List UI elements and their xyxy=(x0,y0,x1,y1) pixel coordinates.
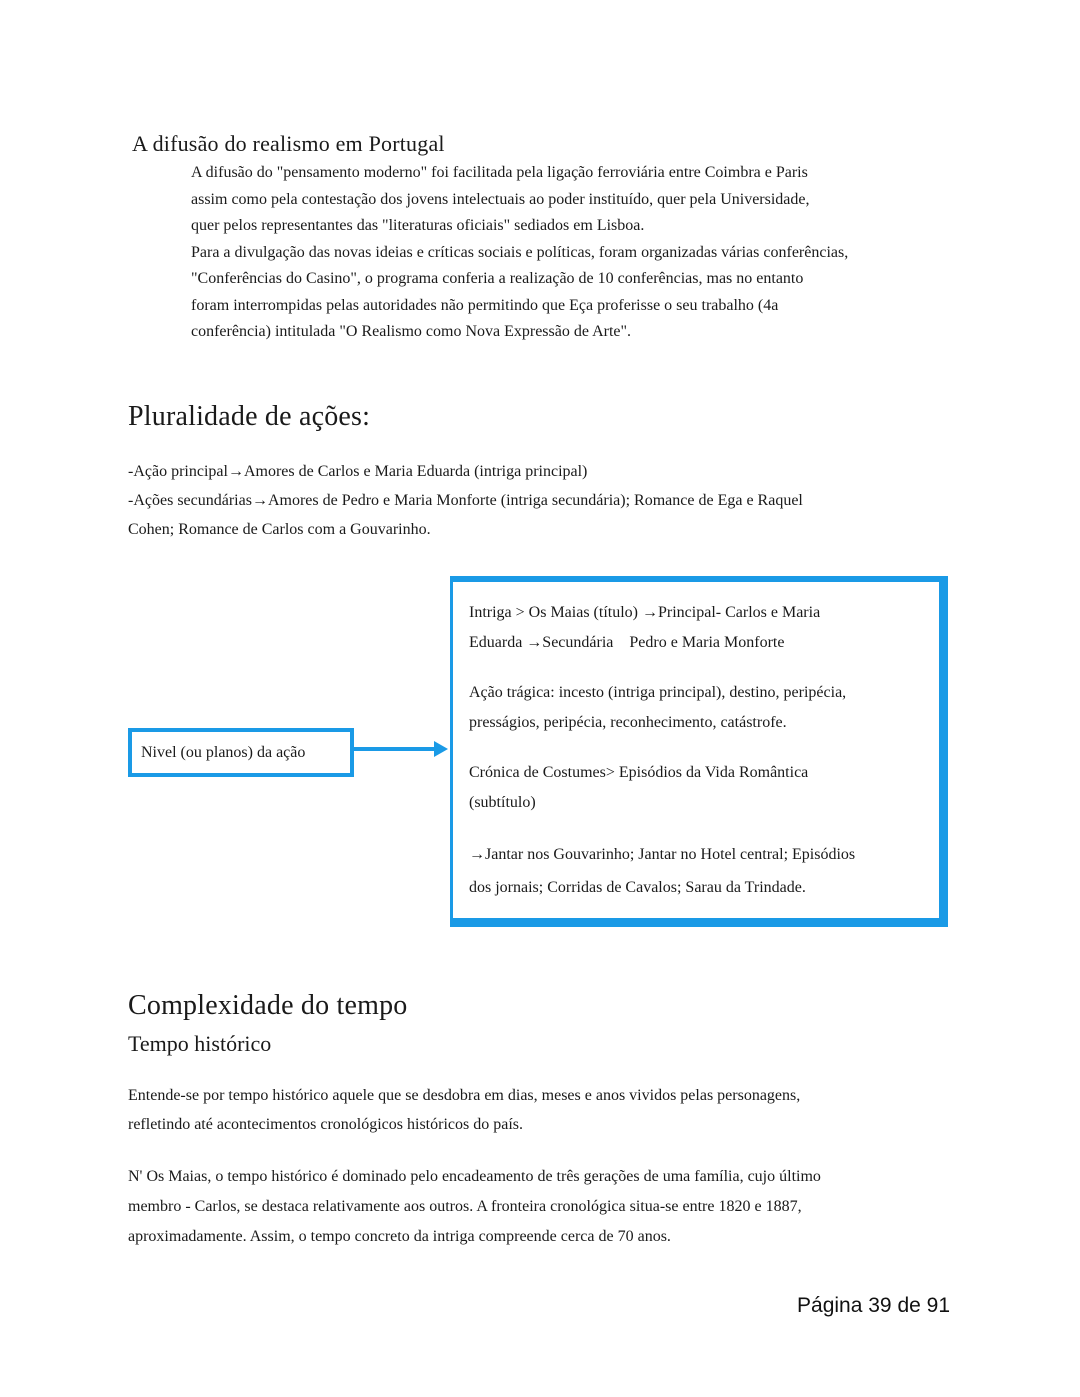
text-line: Crónica de Costumes> Episódios da Vida Romântica xyxy=(469,764,809,781)
acao-principal-line: -Ação principal→Amores de Carlos e Maria Eduarda (intriga principal) xyxy=(128,463,588,480)
acoes-list xyxy=(128,457,928,544)
text-line: →Jantar nos Gouvarinho; Jantar no Hotel central; Episódios xyxy=(469,846,856,863)
text-line: Eduarda →Secundária Pedro e Maria Monforte xyxy=(469,634,785,651)
text-line: Entende-se por tempo histórico aquele que se desdobra em dias, meses e anos vividos pelas personagens, xyxy=(128,1087,801,1104)
acoes-secundarias-continuation: Cohen; Romance de Carlos com a Gouvarinho. xyxy=(128,521,431,538)
text-line: aproximadamente. Assim, o tempo concreto da intriga compreende cerca de 70 anos. xyxy=(128,1228,671,1245)
section-heading-tempo: Complexidade do tempo xyxy=(128,990,408,1021)
section-heading-difusao: A difusão do realismo em Portugal xyxy=(132,131,445,156)
text-line: A difusão do "pensamento moderno" foi facilitada pela ligação ferroviária entre Coimbra e Paris xyxy=(191,164,808,181)
section-heading-pluralidade: Pluralidade de ações: xyxy=(128,401,371,432)
text-line: N' Os Maias, o tempo histórico é dominado pelo encadeamento de três gerações de uma família, cujo último xyxy=(128,1168,821,1185)
diagram-source-box xyxy=(128,728,354,777)
text-line: assim como pela contestação dos jovens intelectuais ao poder instituído, quer pela Universidade, xyxy=(191,190,810,208)
text-line: Intriga > Os Maias (título) →Principal- Carlos e Maria xyxy=(469,604,821,621)
text-line: Ação trágica: incesto (intriga principal), destino, peripécia, xyxy=(469,684,847,701)
text-line: foram interrompidas pelas autoridades não permitindo que Eça proferisse o seu trabalho (4a xyxy=(191,296,779,314)
text-line: quer pelos representantes das "literaturas oficiais" sediados em Lisboa. xyxy=(191,217,645,234)
diagram-detail-box xyxy=(450,576,948,927)
subheading-tempo-historico: Tempo histórico xyxy=(128,1031,272,1056)
text-line: presságios, peripécia, reconhecimento, catástrofe. xyxy=(469,714,787,731)
text-line: "Conferências do Casino", o programa conferia a realização de 10 conferências, mas no entanto xyxy=(191,270,804,287)
intriga-paragraph xyxy=(469,598,929,658)
arrow-connector-line xyxy=(350,747,436,751)
diagram-detail-content xyxy=(469,598,929,904)
tempo-paragraph-1 xyxy=(128,1081,948,1139)
text-line: (subtítulo) xyxy=(469,794,536,811)
text-line: Para a divulgação das novas ideias e críticas sociais e políticas, foram organizadas várias conferências, xyxy=(191,243,849,261)
difusao-paragraph xyxy=(191,160,961,346)
acoes-secundarias-line: -Ações secundárias→Amores de Pedro e Maria Monforte (intriga secundária); Romance de Ega e Raquel xyxy=(128,492,803,509)
acao-tragica-paragraph xyxy=(469,678,929,738)
cronica-paragraph xyxy=(469,758,929,818)
diagram-source-label: Nivel (ou planos) da ação xyxy=(141,743,306,761)
episodios-paragraph xyxy=(469,838,929,904)
text-line: refletindo até acontecimentos cronológicos históricos do país. xyxy=(128,1116,523,1133)
text-line: membro - Carlos, se destaca relativamente aos outros. A fronteira cronológica situa-se entre 1820 e 1887, xyxy=(128,1198,802,1215)
text-line: dos jornais; Corridas de Cavalos; Sarau da Trindade. xyxy=(469,879,806,896)
page-number: Página 39 de 91 xyxy=(797,1294,950,1317)
tempo-paragraph-2 xyxy=(128,1162,958,1252)
text-line: conferência) intitulada "O Realismo como Nova Expressão de Arte". xyxy=(191,323,632,340)
arrow-right-icon xyxy=(434,741,448,757)
